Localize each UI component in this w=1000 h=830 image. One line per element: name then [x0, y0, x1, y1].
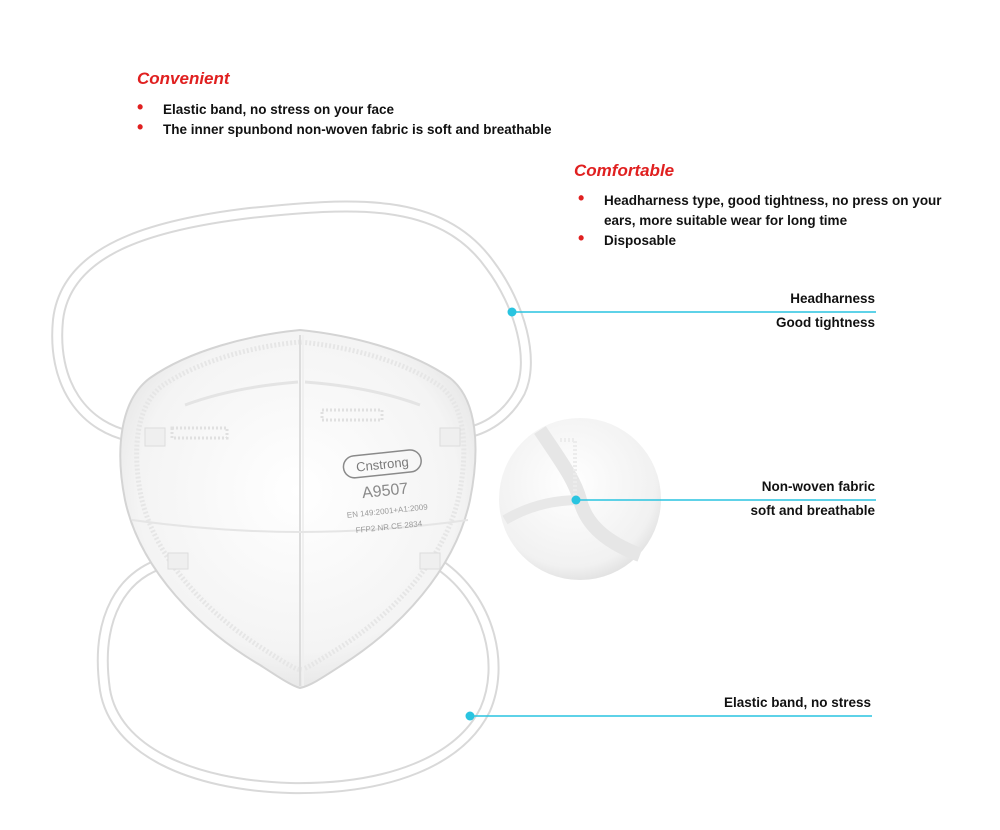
good-tightness-label: Good tightness	[776, 315, 875, 330]
bullet-icon: •	[137, 97, 144, 117]
callout-band	[466, 712, 873, 721]
comfortable-title: Comfortable	[574, 161, 675, 180]
convenient-title: Convenient	[137, 69, 230, 88]
standard-print: EN 149:2001+A1:2009	[346, 502, 429, 520]
model-print: A9507	[361, 480, 410, 503]
elastic-band-label: Elastic band, no stress	[723, 695, 871, 710]
headharness-label: Headharness	[790, 291, 875, 306]
list-item: • Elastic band, no stress on your face	[137, 97, 395, 117]
list-item: • Headharness type, good tightness, no press on your ears, more suitable wear for long time	[578, 188, 942, 228]
soft-breathable-label: soft and breathable	[750, 503, 875, 518]
list-item: • Disposable	[578, 228, 677, 248]
list-item: • The inner spunbond non-woven fabric is soft and breathable	[137, 117, 552, 137]
rating-print: FFP2 NR CE 2834	[355, 519, 423, 535]
bullet-icon: •	[137, 117, 144, 137]
bullet-icon: •	[578, 228, 585, 248]
brand-logo: Cnstrong	[355, 454, 410, 475]
non-woven-fabric-label: Non-woven fabric	[761, 479, 875, 494]
bullet-icon: •	[578, 188, 585, 208]
